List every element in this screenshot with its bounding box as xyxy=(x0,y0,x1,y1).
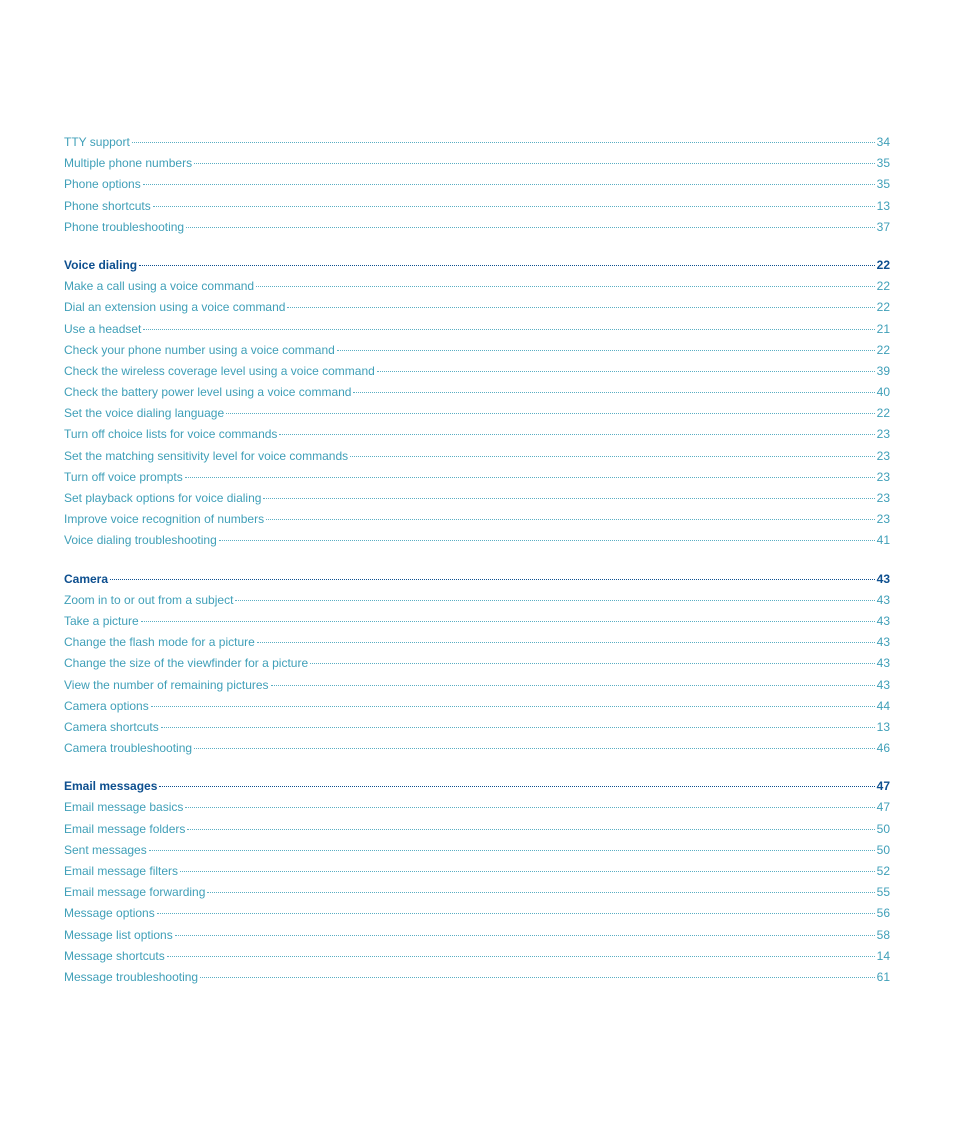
toc-entry-page: 43 xyxy=(876,592,890,607)
toc-entry-title: Improve voice recognition of numbers xyxy=(64,512,265,527)
toc-entry[interactable] xyxy=(64,925,890,946)
toc-entry-page: 23 xyxy=(876,512,890,527)
toc-entry-page: 22 xyxy=(876,406,890,421)
toc-entry-title: Check your phone number using a voice command xyxy=(64,342,335,357)
toc-entry[interactable] xyxy=(64,717,890,738)
dot-leader xyxy=(110,579,875,580)
toc-heading-page: 47 xyxy=(876,779,890,794)
toc-entry[interactable] xyxy=(64,361,890,382)
toc-entry-page: 43 xyxy=(876,613,890,628)
toc-entry[interactable] xyxy=(64,882,890,903)
toc-entry-page: 44 xyxy=(876,698,890,713)
toc-entry-title: Check the wireless coverage level using a voice command xyxy=(64,363,375,378)
dot-leader xyxy=(132,142,875,143)
toc-entry-page: 50 xyxy=(876,821,890,836)
toc-entry-page: 23 xyxy=(876,469,890,484)
dot-leader xyxy=(271,685,875,686)
toc-entry[interactable] xyxy=(64,276,890,297)
toc-section-heading[interactable] xyxy=(64,255,890,276)
toc-heading-title: Voice dialing xyxy=(64,257,138,272)
toc-entry[interactable] xyxy=(64,861,890,882)
dot-leader xyxy=(235,600,874,601)
toc-entry[interactable] xyxy=(64,590,890,611)
toc-heading-title: Camera xyxy=(64,571,109,586)
toc-entry-title: Use a headset xyxy=(64,321,142,336)
toc-entry-title: Change the size of the viewfinder for a picture xyxy=(64,656,309,671)
toc-entry[interactable] xyxy=(64,424,890,445)
toc-entry[interactable] xyxy=(64,840,890,861)
toc-entry-page: 23 xyxy=(876,491,890,505)
toc-entry[interactable] xyxy=(64,488,890,509)
dot-leader xyxy=(256,286,875,287)
dot-leader xyxy=(279,434,874,435)
dot-leader xyxy=(200,977,875,978)
toc-entry-title: Set playback options for voice dialing xyxy=(64,491,262,505)
dot-leader xyxy=(157,913,875,914)
dot-leader xyxy=(153,206,875,207)
toc-entry-page: 22 xyxy=(876,342,890,357)
toc-entry-title: Camera shortcuts xyxy=(64,719,159,734)
toc-entry-page: 40 xyxy=(876,385,890,400)
toc-entry-page: 35 xyxy=(876,156,890,171)
dot-leader xyxy=(207,892,874,893)
toc-entry-title: View the number of remaining pictures xyxy=(64,677,269,692)
toc-entry-title: Zoom in to or out from a subject xyxy=(64,592,234,607)
toc-entry-title: Turn off voice prompts xyxy=(64,469,183,484)
toc-heading-page: 22 xyxy=(876,257,890,272)
toc-section-heading[interactable] xyxy=(64,569,890,590)
toc-entry[interactable] xyxy=(64,403,890,424)
dot-leader xyxy=(141,621,875,622)
toc-entry-title: TTY support xyxy=(64,135,130,149)
toc-entry[interactable] xyxy=(64,946,890,967)
toc-entry[interactable] xyxy=(64,319,890,340)
toc-entry-page: 43 xyxy=(876,635,890,650)
toc-entry-title: Voice dialing troubleshooting xyxy=(64,533,217,548)
toc-entry[interactable] xyxy=(64,967,890,988)
toc-entry-title: Message shortcuts xyxy=(64,948,165,963)
toc-entry-title: Turn off choice lists for voice commands xyxy=(64,427,278,442)
dot-leader xyxy=(226,413,875,414)
dot-leader xyxy=(175,935,875,936)
dot-leader xyxy=(257,642,875,643)
toc-entry-page: 13 xyxy=(876,719,890,734)
toc-entry-title: Email message forwarding xyxy=(64,885,206,900)
dot-leader xyxy=(187,829,874,830)
dot-leader xyxy=(287,307,874,308)
toc-section-heading[interactable] xyxy=(64,776,890,797)
toc-entry-page: 14 xyxy=(876,948,890,963)
toc-entry[interactable] xyxy=(64,217,890,238)
toc-entry-title: Check the battery power level using a voice command xyxy=(64,385,352,400)
toc-entry-page: 37 xyxy=(876,219,890,234)
toc-entry-page: 23 xyxy=(876,448,890,463)
toc-entry-title: Sent messages xyxy=(64,842,147,857)
toc-entry-title: Phone options xyxy=(64,177,141,192)
dot-leader xyxy=(377,371,875,372)
dot-leader xyxy=(185,807,874,808)
dot-leader xyxy=(194,163,875,164)
toc-entry-page: 61 xyxy=(876,969,890,984)
toc-entry-title: Make a call using a voice command xyxy=(64,279,255,294)
dot-leader xyxy=(185,477,875,478)
toc-entry[interactable] xyxy=(64,467,890,488)
toc-heading-title: Email messages xyxy=(64,779,158,794)
toc-entry-page: 47 xyxy=(876,800,890,815)
toc-entry-page: 41 xyxy=(876,533,890,548)
toc-entry-title: Camera troubleshooting xyxy=(64,741,193,756)
dot-leader xyxy=(151,706,875,707)
toc-section-email-messages xyxy=(64,776,890,988)
dot-leader xyxy=(353,392,874,393)
toc-entry-page: 50 xyxy=(876,842,890,857)
toc-entry-page: 55 xyxy=(876,885,890,900)
dot-leader xyxy=(266,519,875,520)
toc-entry-page: 22 xyxy=(876,300,890,315)
dot-leader xyxy=(143,329,874,330)
toc-entry-title: Set the matching sensitivity level for voice commands xyxy=(64,448,349,463)
dot-leader xyxy=(186,227,875,228)
dot-leader xyxy=(337,350,875,351)
toc-entry-title: Phone troubleshooting xyxy=(64,219,185,234)
toc-entry[interactable] xyxy=(64,153,890,174)
toc-entry[interactable] xyxy=(64,611,890,632)
toc-section-camera xyxy=(64,569,890,760)
toc-entry-title: Change the flash mode for a picture xyxy=(64,635,255,650)
toc-heading-page: 43 xyxy=(876,571,890,586)
dot-leader xyxy=(139,265,875,266)
toc-entry[interactable] xyxy=(64,696,890,717)
toc-entry-page: 43 xyxy=(876,677,890,692)
toc-entry-page: 52 xyxy=(876,864,890,878)
toc-entry[interactable] xyxy=(64,297,890,318)
toc-entry-title: Message troubleshooting xyxy=(64,969,199,984)
toc-entry-page: 13 xyxy=(876,198,890,213)
toc-entry-page: 46 xyxy=(876,741,890,756)
table-of-contents xyxy=(64,132,890,988)
toc-entry-title: Email message basics xyxy=(64,800,184,815)
toc-entry-title: Set the voice dialing language xyxy=(64,406,225,421)
toc-entry[interactable] xyxy=(64,653,890,674)
dot-leader xyxy=(350,456,875,457)
toc-section-phone xyxy=(64,132,890,238)
dot-leader xyxy=(159,786,874,787)
toc-entry-title: Email message filters xyxy=(64,864,179,878)
toc-entry[interactable] xyxy=(64,632,890,653)
toc-section-voice-dialing xyxy=(64,255,890,552)
toc-entry[interactable] xyxy=(64,196,890,217)
toc-entry-title: Camera options xyxy=(64,698,149,713)
dot-leader xyxy=(167,956,875,957)
toc-entry[interactable] xyxy=(64,675,890,696)
toc-entry-page: 22 xyxy=(876,279,890,294)
toc-entry-page: 35 xyxy=(876,177,890,192)
dot-leader xyxy=(149,850,875,851)
toc-entry[interactable] xyxy=(64,797,890,818)
toc-entry[interactable] xyxy=(64,509,890,530)
toc-entry-page: 56 xyxy=(876,906,890,921)
dot-leader xyxy=(143,184,875,185)
toc-entry[interactable] xyxy=(64,174,890,195)
toc-entry-page: 58 xyxy=(876,927,890,942)
toc-entry-page: 39 xyxy=(876,363,890,378)
toc-entry-title: Take a picture xyxy=(64,613,139,628)
toc-entry-title: Message list options xyxy=(64,927,173,942)
toc-entry[interactable] xyxy=(64,340,890,361)
toc-entry-title: Multiple phone numbers xyxy=(64,156,193,171)
toc-entry-title: Dial an extension using a voice command xyxy=(64,300,286,315)
toc-entry[interactable] xyxy=(64,530,890,551)
toc-entry[interactable] xyxy=(64,382,890,403)
toc-entry-page: 43 xyxy=(876,656,890,671)
dot-leader xyxy=(180,871,875,872)
dot-leader xyxy=(310,663,875,664)
dot-leader xyxy=(194,748,875,749)
toc-entry-page: 34 xyxy=(876,135,890,149)
toc-entry-page: 21 xyxy=(876,321,890,336)
dot-leader xyxy=(219,540,875,541)
dot-leader xyxy=(263,498,874,499)
toc-entry[interactable] xyxy=(64,903,890,924)
toc-entry[interactable] xyxy=(64,819,890,840)
dot-leader xyxy=(161,727,875,728)
toc-entry[interactable] xyxy=(64,738,890,759)
toc-entry[interactable] xyxy=(64,132,890,153)
toc-entry-title: Message options xyxy=(64,906,155,921)
toc-entry-page: 23 xyxy=(876,427,890,442)
toc-entry-title: Email message folders xyxy=(64,821,186,836)
toc-entry[interactable] xyxy=(64,446,890,467)
toc-entry-title: Phone shortcuts xyxy=(64,198,151,213)
